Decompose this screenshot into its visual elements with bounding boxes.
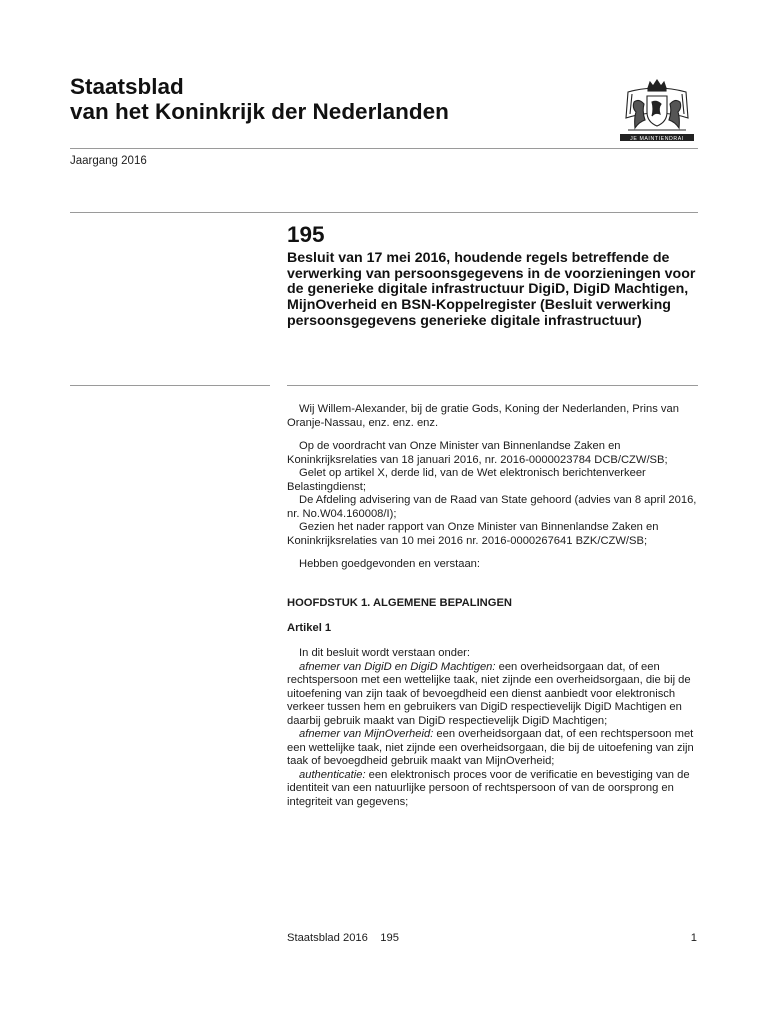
coat-of-arms-icon bbox=[614, 78, 700, 144]
article-intro: In dit besluit wordt verstaan onder: bbox=[299, 647, 471, 659]
section-rule-right bbox=[287, 385, 698, 386]
jaargang-label: Jaargang 2016 bbox=[70, 155, 147, 167]
publication-title-line2: van het Koninkrijk der Nederlanden bbox=[70, 99, 449, 124]
consideration-nader-rapport: Gezien het nader rapport van Onze Minister van Binnenlandse Zaken en Koninkrijksrelaties van 10 mei 2016 nr. 2016-0000267641 BZK/CZW/SB; bbox=[287, 521, 659, 547]
enactment-formula: Hebben goedgevonden en verstaan: bbox=[299, 558, 481, 570]
article-body bbox=[287, 647, 707, 809]
publication-title-line1: Staatsblad bbox=[70, 74, 184, 99]
definition-item bbox=[287, 769, 707, 810]
definition-text: een elektronisch proces voor de verificatie en bevestiging van de identiteit van een natuurlijke persoon of rechtspersoon of van de oorsprong en integriteit van gegevens; bbox=[287, 768, 690, 808]
footer-reference: Staatsblad 2016 195 bbox=[287, 932, 399, 944]
definition-term: afnemer van MijnOverheid: bbox=[299, 728, 434, 740]
section-rule-left bbox=[70, 385, 270, 386]
definition-item bbox=[287, 661, 707, 729]
crest-motto: JE MAINTIENDRAI bbox=[630, 135, 684, 142]
definition-text: een overheidsorgaan dat, of een rechtspersoon met een wettelijke taak, niet zijnde een overheidsorgaan, die bij de uitoefening van zijn taak of bevoegdheid gebruik maakt van MijnOverheid; bbox=[287, 728, 694, 767]
publication-title bbox=[70, 74, 449, 124]
preamble-block bbox=[287, 403, 707, 430]
document-heading: Besluit van 17 mei 2016, houdende regels betreffende de verwerking van persoonsgegevens in de voorzieningen voor de generieke digitale infrastructuur DigiD, DigiD Machtigen, MijnOverheid en BSN-Koppelregister (Besluit verwerking persoonsgegevens generieke digitale infrastructuur) bbox=[287, 250, 696, 329]
definition-text: een overheidsorgaan dat, of een rechtspersoon met een wettelijke taak, niet zijnde een overheidsorgaan, die bij de uitoefening van zijn taak of bevoegdheid een dienst aanbiedt voor elektronisch verkeer tussen hem en gebruikers van DigiD respectievelijk DigiD Machtigen en daarbij gebruik maakt van DigiD respectievelijk DigiD Machtigen; bbox=[287, 660, 691, 727]
article-heading: Artikel 1 bbox=[287, 622, 332, 634]
consideration-voordracht: Op de voordracht van Onze Minister van Binnenlandse Zaken en Koninkrijksrelaties van 18 januari 2016, nr. 2016-0000023784 DCB/CZW/SB; bbox=[287, 440, 668, 466]
definition-term: afnemer van DigiD en DigiD Machtigen: bbox=[299, 660, 496, 673]
considerations-block bbox=[287, 440, 707, 548]
definition-item bbox=[287, 728, 707, 769]
header-rule bbox=[70, 148, 698, 149]
preamble-king: Wij Willem-Alexander, bij de gratie Gods, Koning der Nederlanden, Prins van Oranje-Nassau, enz. enz. enz. bbox=[287, 403, 679, 429]
consideration-gelet-op: Gelet op artikel X, derde lid, van de Wet elektronisch berichtenverkeer Belastingdienst; bbox=[287, 467, 646, 493]
definition-term: authenticatie: bbox=[299, 768, 366, 781]
enactment-block bbox=[287, 558, 707, 572]
page-number: 1 bbox=[690, 932, 697, 944]
section-rule-top bbox=[70, 212, 698, 213]
consideration-raad-van-state: De Afdeling advisering van de Raad van State gehoord (advies van 8 april 2016, nr. No.W04.160008/I); bbox=[287, 494, 697, 520]
document-number: 195 bbox=[287, 222, 325, 247]
chapter-heading: HOOFDSTUK 1. ALGEMENE BEPALINGEN bbox=[287, 597, 513, 609]
